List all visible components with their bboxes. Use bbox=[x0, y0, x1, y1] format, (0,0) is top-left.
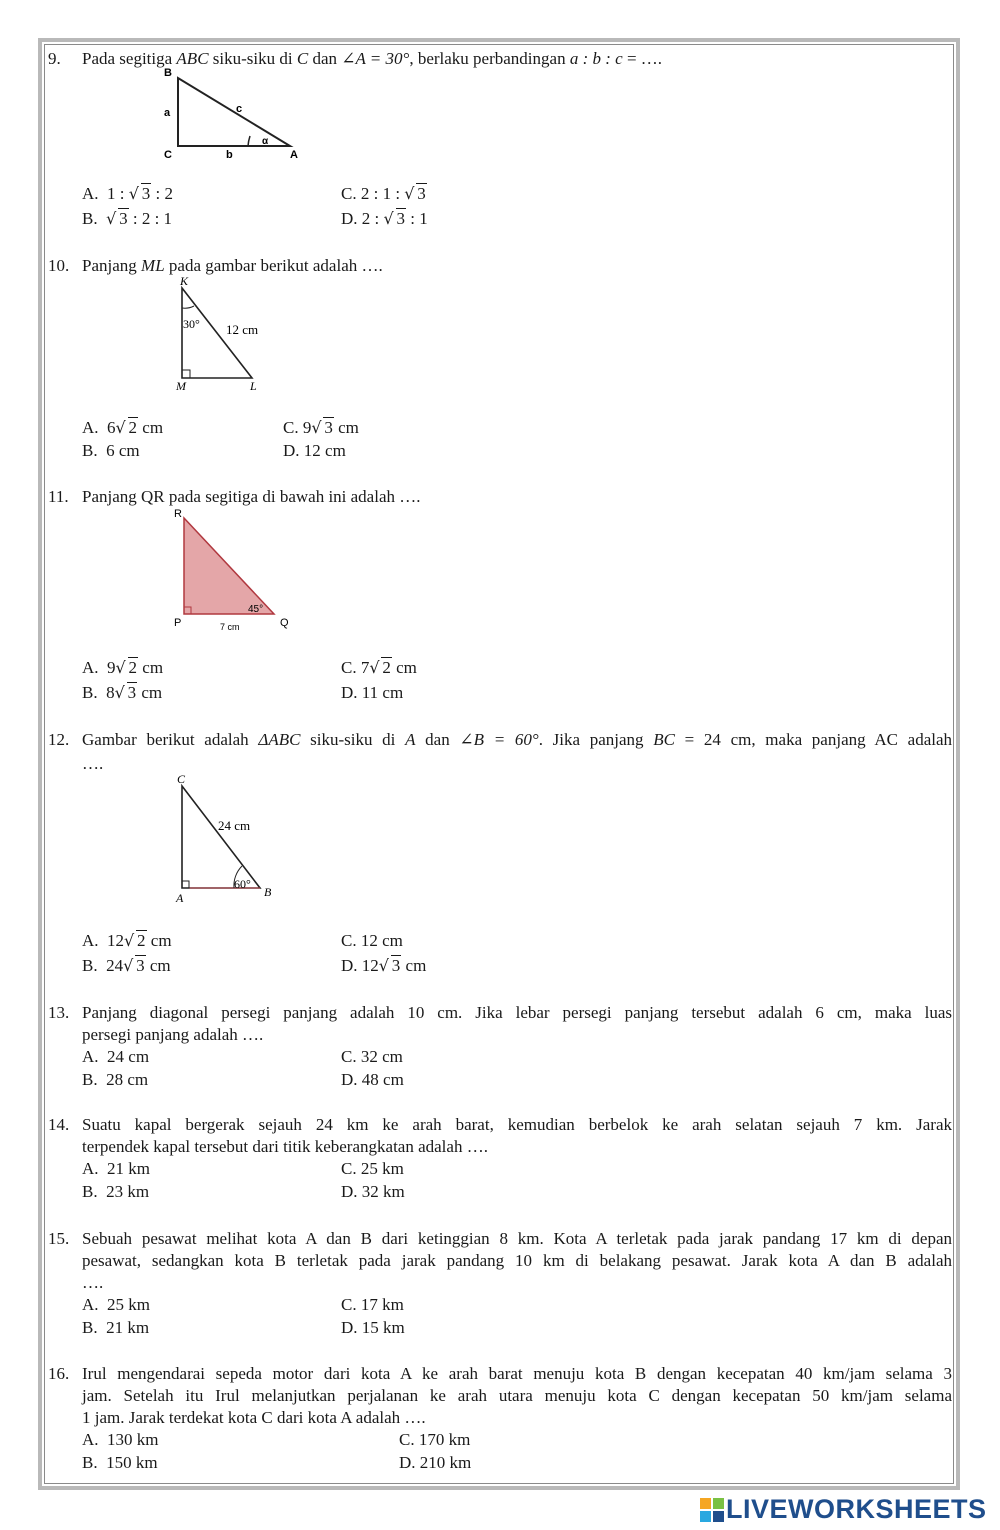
option-b[interactable]: B. 21 km bbox=[82, 1318, 150, 1337]
option-b[interactable]: B. 8√ 3 cm bbox=[82, 682, 162, 704]
option-a[interactable]: A. 1 : √ 3 : 2 bbox=[82, 183, 173, 205]
side-7cm-label: 7 cm bbox=[220, 622, 240, 632]
option-c[interactable]: C. 17 km bbox=[341, 1295, 404, 1314]
option-c[interactable]: C. 12 cm bbox=[341, 931, 403, 950]
angle-45-label: 45° bbox=[248, 604, 264, 615]
option-d[interactable]: D. 2 : √ 3 : 1 bbox=[341, 208, 428, 230]
vertex-m-label: M bbox=[176, 379, 186, 393]
option-b[interactable]: B. 6 cm bbox=[82, 441, 140, 460]
triangle-abc-60-figure bbox=[168, 770, 288, 906]
question-text-line2: jam. Setelah itu Irul melanjutkan perjalanan ke arah utara menuju kota C dengan kecepatan 50 km/jam selama bbox=[82, 1386, 952, 1405]
option-a[interactable]: A. 6√ 2 cm bbox=[82, 417, 163, 439]
vertex-p-label: P bbox=[174, 617, 182, 629]
question-text-line2: terpendek kapal tersebut dari titik keberangkatan adalah …. bbox=[82, 1137, 488, 1156]
question-number: 16. bbox=[48, 1364, 70, 1383]
question-text-line2: pesawat, sedangkan kota B terletak pada jarak pandang 10 km di belakang pesawat. Jarak kota A dan B adalah bbox=[82, 1251, 952, 1270]
side-a-label: a bbox=[164, 107, 171, 119]
question-text-line1: Suatu kapal bergerak sejauh 24 km ke arah barat, kemudian berbelok ke arah selatan sejauh 7 km. Jarak bbox=[82, 1115, 952, 1134]
option-c[interactable]: C. 9√ 3 cm bbox=[283, 417, 359, 439]
vertex-a-label: A bbox=[176, 891, 184, 905]
vertex-b-label: B bbox=[264, 885, 272, 899]
vertex-a-label: A bbox=[290, 149, 298, 161]
question-text: Panjang QR pada segitiga di bawah ini adalah …. bbox=[82, 487, 421, 506]
side-b-label: b bbox=[226, 149, 233, 161]
side-c-label: c bbox=[236, 103, 243, 115]
option-d[interactable]: D. 12 cm bbox=[283, 441, 346, 460]
angle-alpha-label: α bbox=[262, 136, 269, 147]
option-c[interactable]: C. 7√ 2 cm bbox=[341, 657, 417, 679]
triangle-abc-figure bbox=[150, 66, 310, 162]
question-text: Panjang ML pada gambar berikut adalah …. bbox=[82, 256, 383, 275]
question-text: Gambar berikut adalah ΔABC siku-siku di A dan ∠B = 60°. Jika panjang BC = 24 cm, maka panjang AC adalah bbox=[82, 730, 953, 749]
question-text-line1: Sebuah pesawat melihat kota A dan B dari ketinggian 8 km. Kota A terletak pada jarak pandang 17 km di depan bbox=[82, 1229, 952, 1248]
question-text-line3: …. bbox=[82, 1273, 104, 1292]
option-b[interactable]: B. 24√ 3 cm bbox=[82, 955, 171, 977]
option-b[interactable]: B. 150 km bbox=[82, 1453, 158, 1472]
vertex-c-label: C bbox=[177, 772, 186, 786]
option-a[interactable]: A. 21 km bbox=[82, 1159, 151, 1178]
question-number: 9. bbox=[48, 49, 61, 68]
question-number: 14. bbox=[48, 1115, 70, 1134]
triangle-pqr-figure bbox=[166, 506, 306, 636]
option-a[interactable]: A. 25 km bbox=[82, 1295, 151, 1314]
question-text-line3: 1 jam. Jarak terdekat kota C dari kota A adalah …. bbox=[82, 1408, 426, 1427]
question-number: 15. bbox=[48, 1229, 70, 1248]
option-a[interactable]: A. 9√ 2 cm bbox=[82, 657, 163, 679]
vertex-l-label: L bbox=[250, 379, 257, 393]
option-a[interactable]: A. 130 km bbox=[82, 1430, 159, 1449]
option-c[interactable]: C. 25 km bbox=[341, 1159, 404, 1178]
vertex-c-label: C bbox=[164, 149, 172, 161]
angle-30-label: 30° bbox=[183, 317, 200, 331]
angle-60-label: 60° bbox=[234, 877, 251, 891]
option-a[interactable]: A. 24 cm bbox=[82, 1047, 150, 1066]
question-text: Pada segitiga ABC siku-siku di C dan ∠A = 30°, berlaku perbandingan a : b : c = …. bbox=[82, 49, 663, 68]
liveworksheets-logo-text[interactable]: LIVEWORKSHEETS bbox=[726, 1494, 987, 1524]
vertex-q-label: Q bbox=[280, 617, 289, 629]
vertex-k-label: K bbox=[180, 274, 189, 288]
question-number: 10. bbox=[48, 256, 70, 275]
option-c[interactable]: C. 170 km bbox=[399, 1430, 471, 1449]
question-number: 12. bbox=[48, 730, 70, 749]
question-text-line2: persegi panjang adalah …. bbox=[82, 1025, 264, 1044]
option-d[interactable]: D. 12√ 3 cm bbox=[341, 955, 426, 977]
option-d[interactable]: D. 210 km bbox=[399, 1453, 472, 1472]
side-24cm-label: 24 cm bbox=[218, 818, 251, 833]
triangle-kml-figure bbox=[170, 274, 280, 398]
option-d[interactable]: D. 11 cm bbox=[341, 683, 404, 702]
question-text-line1: Panjang diagonal persegi panjang adalah 10 cm. Jika lebar persegi panjang tersebut adalah 6 cm, maka luas bbox=[82, 1003, 952, 1022]
option-b[interactable]: B. 23 km bbox=[82, 1182, 150, 1201]
option-b[interactable]: B. √ 3 : 2 : 1 bbox=[82, 208, 172, 230]
question-text-cont: …. bbox=[82, 754, 104, 773]
question-text-line1: Irul mengendarai sepeda motor dari kota A ke arah barat menuju kota B dengan kecepatan 40 km/jam selama 3 bbox=[82, 1364, 952, 1383]
vertex-r-label: R bbox=[174, 508, 182, 520]
side-12cm-label: 12 cm bbox=[226, 322, 259, 337]
option-d[interactable]: D. 48 cm bbox=[341, 1070, 404, 1089]
option-d[interactable]: D. 32 km bbox=[341, 1182, 405, 1201]
question-number: 13. bbox=[48, 1003, 70, 1022]
option-c[interactable]: C. 32 cm bbox=[341, 1047, 403, 1066]
option-b[interactable]: B. 28 cm bbox=[82, 1070, 149, 1089]
option-a[interactable]: A. 12√ 2 cm bbox=[82, 930, 172, 952]
liveworksheets-logo-icon[interactable] bbox=[700, 1498, 724, 1522]
option-c[interactable]: C. 2 : 1 : √ 3 bbox=[341, 183, 427, 205]
question-number: 11. bbox=[48, 487, 69, 506]
vertex-b-label: B bbox=[164, 67, 172, 79]
option-d[interactable]: D. 15 km bbox=[341, 1318, 405, 1337]
